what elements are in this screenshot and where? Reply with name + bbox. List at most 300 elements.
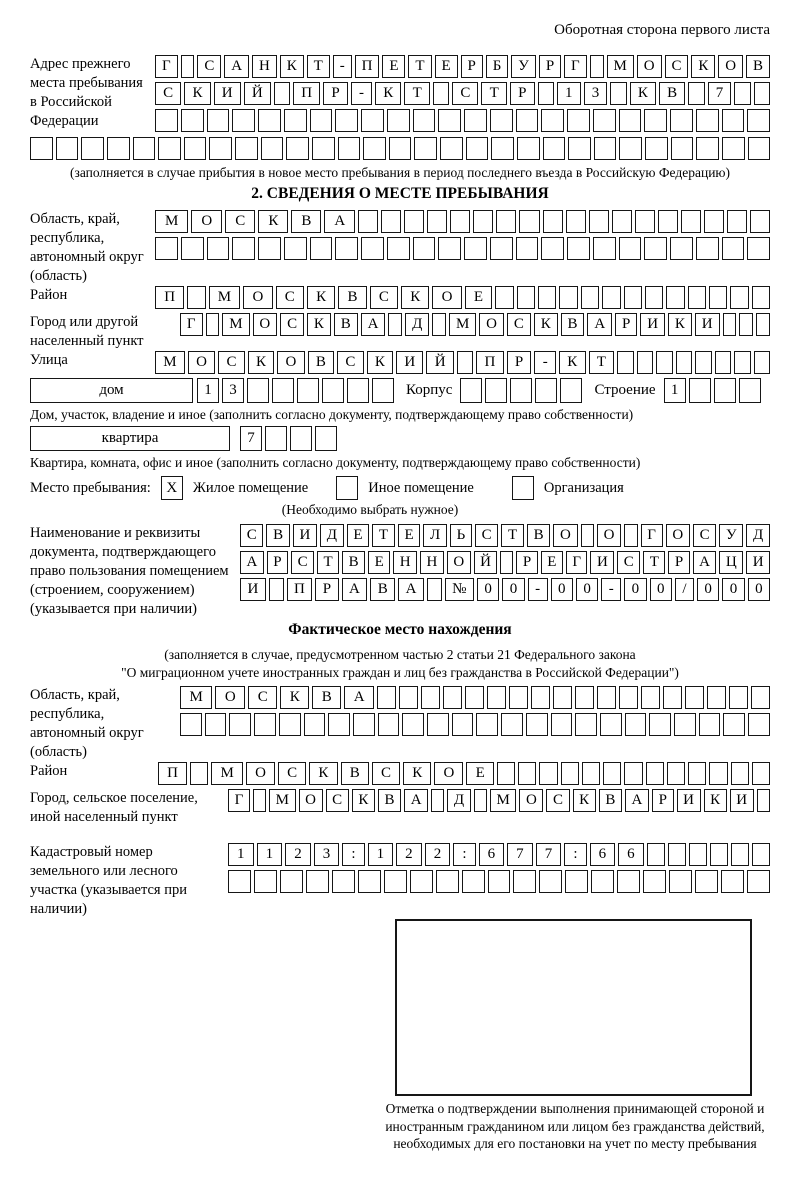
char-box [155,237,178,260]
char-box [688,762,706,785]
factual-oblast-grids [180,686,770,740]
char-box: 2 [396,843,422,866]
char-box: Д [746,524,770,547]
char-box [531,686,550,709]
char-box: П [293,82,320,105]
char-box [619,137,642,160]
char-box: - [528,578,548,601]
char-box [443,686,462,709]
char-box [567,109,590,132]
char-box [541,237,564,260]
char-box [410,870,433,893]
char-box: С [372,762,400,785]
char-box: М [209,286,241,309]
char-box: Н [420,551,444,574]
char-box: Р [323,82,348,105]
char-box [436,870,459,893]
document-row-3 [240,578,770,601]
char-box [750,210,770,233]
char-box: И [746,551,770,574]
char-box [567,237,590,260]
char-box: 0 [722,578,744,601]
char-box: Й [244,82,271,105]
char-box: Д [447,789,470,812]
char-box [637,351,654,374]
char-box [645,286,663,309]
char-box: О [253,313,278,336]
factual-raion-row [158,762,770,785]
stamp-area [395,919,752,1096]
char-box: А [224,55,249,78]
char-box: 6 [479,843,505,866]
char-box: Р [315,578,338,601]
document-row-2 [240,551,770,574]
char-box: М [490,789,517,812]
char-box [258,109,281,132]
char-box: С [225,210,255,233]
char-box: К [307,286,335,309]
char-box: Р [267,551,288,574]
char-box: Т [589,351,615,374]
char-box [756,313,770,336]
char-box: Е [466,762,493,785]
char-box [731,843,749,866]
char-box: Т [408,55,431,78]
char-box [704,210,724,233]
char-box: С [337,351,364,374]
char-box [517,137,540,160]
char-box: В [599,789,622,812]
char-box [670,109,693,132]
char-box: А [361,313,386,336]
char-box [509,686,528,709]
char-box [490,109,513,132]
char-box [387,237,410,260]
char-box: Ь [450,524,472,547]
char-box [81,137,104,160]
char-box: А [240,551,264,574]
section2-title: 2. СВЕДЕНИЯ О МЕСТЕ ПРЕБЫВАНИЯ [251,185,549,202]
char-box [612,210,632,233]
char-box [261,137,284,160]
char-box: - [534,351,556,374]
char-box [624,762,642,785]
char-box [440,137,463,160]
gorod-row [180,313,770,336]
char-box: Г [228,789,250,812]
char-box [668,843,686,866]
char-box [710,843,728,866]
char-box: О [215,686,245,709]
char-box: 0 [576,578,598,601]
char-box: М [269,789,296,812]
char-box: И [293,524,317,547]
char-box: В [659,82,685,105]
char-box [372,378,394,403]
char-box: В [291,210,321,233]
char-box: К [534,313,558,336]
char-box [689,843,707,866]
kadastr-field [30,843,770,919]
char-box [757,789,770,812]
char-box [274,82,290,105]
char-box: Т [317,551,339,574]
char-box [500,551,513,574]
char-box: А [587,313,612,336]
char-box [328,713,350,736]
prev-address-field [30,55,770,136]
char-box [254,870,277,893]
char-box [752,286,770,309]
char-box: 0 [477,578,499,601]
char-box [474,789,487,812]
char-box [689,378,711,403]
char-box: : [564,843,586,866]
char-box [304,713,326,736]
char-box: 0 [551,578,573,601]
char-box [581,286,599,309]
char-box [358,210,378,233]
char-box [450,210,470,233]
mesto-row [30,476,770,500]
kadastr-row-2 [228,870,770,893]
char-box [306,870,329,893]
char-box [56,137,79,160]
char-box: М [222,313,249,336]
raion-label: Район [30,287,68,303]
char-box: В [266,524,289,547]
char-box [714,378,736,403]
char-box: О [188,351,215,374]
char-box: Н [252,55,277,78]
char-box: Г [155,55,178,78]
char-box [535,378,557,403]
char-box: О [447,551,471,574]
ulitsa-label: Улица [30,352,68,368]
char-box: 7 [708,82,732,105]
char-box: К [367,351,394,374]
char-box: Р [461,55,483,78]
char-box [332,870,355,893]
kadastr-row-1 [228,843,770,866]
char-box: О [479,313,504,336]
char-box [669,870,692,893]
char-box [543,210,563,233]
char-box: В [746,55,770,78]
char-box: - [601,578,621,601]
char-box [645,137,668,160]
char-box: О [666,524,690,547]
char-box: Б [486,55,509,78]
char-box [754,82,770,105]
char-box: 7 [240,426,262,451]
char-box: С [693,524,716,547]
char-box: А [693,551,717,574]
factual-caption-line-2: "О миграционном учете иностранных граждан и лиц без гражданства в Российской Федерации") [121,664,679,680]
char-box: К [307,313,331,336]
char-box [748,137,771,160]
char-box: В [378,789,401,812]
char-box [353,713,375,736]
char-box: О [434,762,463,785]
char-box [133,137,156,160]
char-box [485,378,507,403]
dom-caption: Дом, участок, владение и иное (заполнить согласно документу, подтверждающему право собственности) [30,407,634,422]
char-box: С [452,82,478,105]
char-box: Е [465,286,493,309]
char-box: И [590,551,614,574]
char-box [722,109,745,132]
char-box [265,426,287,451]
char-box: Ц [719,551,743,574]
char-box [207,109,230,132]
char-box [625,713,647,736]
char-box: В [338,286,366,309]
oblast-row-2 [155,237,770,260]
char-box: Н [393,551,417,574]
char-box [190,762,208,785]
char-box [647,843,665,866]
char-box [315,426,337,451]
char-box: А [398,578,424,601]
char-box: : [342,843,364,866]
char-box [594,137,617,160]
char-box [635,210,655,233]
char-box: В [561,313,585,336]
char-box [338,137,361,160]
char-box: 1 [228,843,254,866]
char-box [181,109,204,132]
char-box [253,789,266,812]
char-box [566,210,586,233]
char-box: Р [539,55,561,78]
char-box: К [258,210,288,233]
char-box [751,686,770,709]
char-box: К [248,351,275,374]
char-box [107,137,130,160]
char-box [707,686,726,709]
char-box [681,210,701,233]
char-box [361,109,384,132]
dom-number-cells [197,378,394,403]
char-box [228,870,251,893]
char-box: 3 [222,378,244,403]
char-box [496,210,516,233]
char-box [600,713,622,736]
char-box: С [546,789,569,812]
char-box [597,686,616,709]
char-box: 0 [697,578,719,601]
char-box: С [507,313,531,336]
char-box [488,870,511,893]
char-box: Т [307,55,330,78]
char-box [517,286,535,309]
char-box: П [155,286,184,309]
char-box: В [341,762,369,785]
factual-oblast-label: Область, край, республика, автономный округ (область) [30,687,144,760]
char-box: 7 [507,843,533,866]
char-box [674,713,696,736]
char-box: Т [404,82,429,105]
char-box: О [246,762,275,785]
char-box [603,762,621,785]
prev-address-row-3 [155,109,770,132]
organizatsiya-label: Организация [543,479,624,496]
char-box: С [291,551,314,574]
mesto-note: (Необходимо выбрать нужное) [281,502,459,517]
char-box: М [607,55,634,78]
document-grids [240,524,770,605]
char-box [581,524,594,547]
char-box: Г [564,55,587,78]
char-box: Е [368,551,390,574]
char-box [593,237,616,260]
char-box [754,351,771,374]
char-box [158,137,181,160]
dom-type-box: дом [30,378,193,403]
char-box [709,286,727,309]
char-box: П [158,762,187,785]
char-box [559,286,577,309]
char-box [646,762,664,785]
char-box [335,109,358,132]
char-box [729,686,748,709]
char-box [561,762,579,785]
char-box [721,870,744,893]
char-box [433,82,449,105]
char-box [739,313,753,336]
char-box [538,286,556,309]
char-box: И [214,82,241,105]
char-box [413,237,436,260]
char-box [427,713,449,736]
char-box [388,313,402,336]
char-box: А [625,789,649,812]
char-box: М [449,313,476,336]
char-box: С [155,82,181,105]
char-box: С [248,686,277,709]
factual-gorod-label: Город, сельское поселение, иной населенный пункт [30,790,198,825]
char-box: К [401,286,429,309]
char-box [516,109,539,132]
char-box [413,109,436,132]
char-box: 1 [557,82,581,105]
char-box [347,378,369,403]
stroenie-label: Строение [594,382,656,398]
korpus-cells [460,378,582,403]
char-box [427,210,447,233]
char-box: К [691,55,715,78]
char-box: П [355,55,380,78]
char-box [290,426,312,451]
char-box: К [630,82,656,105]
char-box: 7 [536,843,562,866]
char-box: Д [405,313,429,336]
char-box [427,578,442,601]
char-box [591,870,614,893]
char-box [539,870,562,893]
char-box [476,713,498,736]
char-box: 2 [425,843,451,866]
factual-oblast-row-2 [180,713,770,736]
char-box [667,762,685,785]
char-box [284,237,307,260]
char-box: 3 [314,843,340,866]
char-box: А [344,686,374,709]
char-box [553,686,572,709]
char-box [670,237,693,260]
char-box [752,762,770,785]
char-box [602,286,620,309]
factual-oblast-row-1 [180,686,770,709]
factual-oblast-field [30,686,770,762]
char-box [568,137,591,160]
char-box: И [396,351,423,374]
char-box: П [476,351,503,374]
char-box: Р [510,82,535,105]
char-box [421,686,440,709]
char-box: М [155,210,188,233]
char-box [187,286,205,309]
char-box [644,237,667,260]
char-box [335,237,358,260]
char-box: О [299,789,323,812]
char-box [363,137,386,160]
char-box [431,789,444,812]
char-box: И [677,789,701,812]
char-box: В [312,686,341,709]
char-box [656,351,673,374]
char-box [715,351,732,374]
char-box [495,286,513,309]
char-box [551,713,573,736]
oblast-row-1 [155,210,770,233]
char-box: Г [180,313,203,336]
char-box: Т [643,551,665,574]
char-box [575,686,594,709]
raion-field [30,286,770,313]
char-box [516,237,539,260]
char-box [272,378,294,403]
char-box [748,713,770,736]
char-box [322,378,344,403]
char-box: П [287,578,313,601]
char-box [399,686,418,709]
char-box [181,237,204,260]
char-box [644,109,667,132]
char-box: М [155,351,185,374]
char-box [695,351,712,374]
char-box [709,762,727,785]
char-box [695,870,718,893]
char-box: Р [668,551,689,574]
char-box: 1 [197,378,219,403]
kvartira-line [30,426,770,451]
char-box [286,137,309,160]
char-box: О [553,524,577,547]
char-box [232,109,255,132]
stroenie-cells [664,378,761,403]
char-box: К [280,55,304,78]
char-box: Е [435,55,458,78]
char-box: С [617,551,640,574]
document-field [30,524,770,619]
char-box [747,870,770,893]
char-box: № [445,578,474,601]
factual-gorod-field [30,789,770,827]
checkbox-zhiloe-pomeshchenie: X [161,476,183,500]
char-box [465,686,484,709]
